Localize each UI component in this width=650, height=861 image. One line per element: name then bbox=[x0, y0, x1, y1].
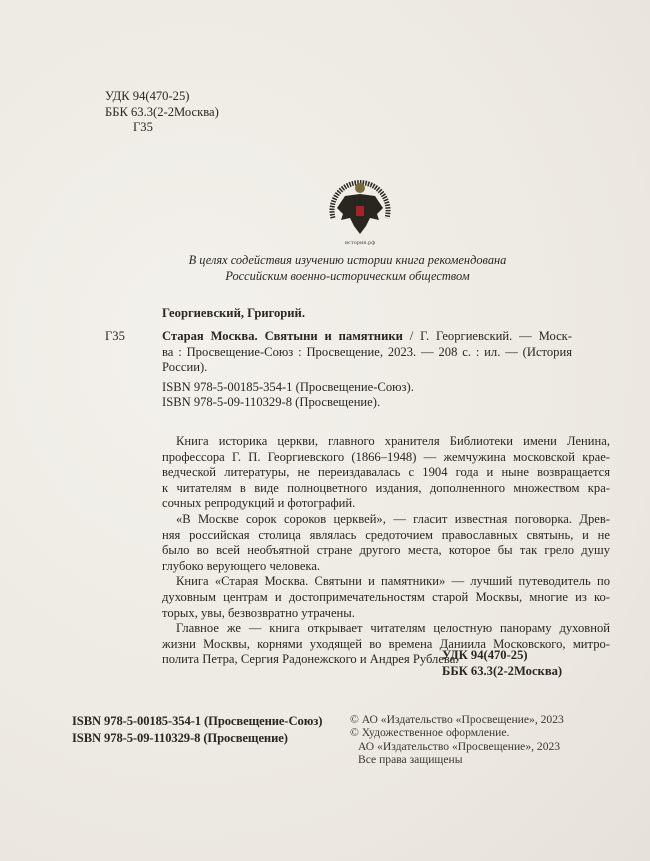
annotation-line: полита Петра, Сергия Радонежского и Андрея Рублева. bbox=[162, 652, 459, 667]
double-headed-eagle-icon bbox=[323, 174, 397, 248]
annotation-line: глубоко верующего человека. bbox=[162, 558, 321, 573]
logo-site-text: история.рф bbox=[344, 240, 376, 246]
book-title: Старая Москва. Святыни и памятники bbox=[162, 329, 403, 343]
rvio-logo bbox=[323, 174, 397, 248]
annotation-line: жизни Москвы, корнями уходящей во времена Даниила Московского, митро- bbox=[162, 636, 610, 651]
bottom-classification-codes bbox=[442, 648, 562, 679]
copyright-line: © Художественное оформление. bbox=[350, 726, 510, 740]
annotation-line: няя российская столица являлась средоточием православных святынь, и не bbox=[162, 527, 610, 542]
annotation-line: торых, увы, безвозвратно утрачены. bbox=[162, 605, 355, 620]
annotation-line: профессора Г. П. Георгиевского (1866–1948) — жемчужина московской крае- bbox=[162, 449, 610, 464]
bottom-isbn bbox=[72, 713, 322, 747]
catalog-isbn: ISBN 978-5-09-110329-8 (Просвещение). bbox=[162, 395, 381, 410]
annotation-line: Книга «Старая Москва. Святыни и памятники» — лучший путеводитель по bbox=[176, 574, 610, 589]
annotation-line: к читателям в виде полноцветного издания, дополненного множеством кра- bbox=[162, 480, 610, 495]
annotation-line: сочных репродукций и фотографий. bbox=[162, 496, 356, 511]
bbk-code: ББК 63.3(2-2Москва) bbox=[105, 104, 219, 119]
copyright-line: © АО «Издательство «Просвещение», 2023 bbox=[350, 713, 564, 726]
catalog-record bbox=[162, 329, 572, 411]
udk-code: УДК 94(470-25) bbox=[105, 89, 190, 103]
catalog-author: Георгиевский, Григорий. bbox=[162, 306, 305, 320]
top-classification-codes bbox=[105, 89, 219, 136]
annotation bbox=[162, 434, 610, 668]
recommendation-note bbox=[150, 253, 545, 284]
copyright-line: Все права защищены bbox=[358, 753, 463, 767]
recommendation-line: Российским военно-историческим обществом bbox=[225, 268, 470, 283]
recommendation-line: В целях содействия изучению истории книга рекомендована bbox=[188, 253, 507, 267]
bbk-code: ББК 63.3(2-2Москва) bbox=[442, 663, 563, 678]
udk-code: УДК 94(470-25) bbox=[442, 648, 528, 662]
title-responsibility: / Г. Георгиевский. — Моск- bbox=[402, 329, 572, 343]
annotation-line: ведческой литературы, не переиздавалась с 1904 года и ныне возвращается bbox=[162, 465, 610, 480]
annotation-line: Главное же — книга открывает читателям целостную панораму духовной bbox=[176, 621, 610, 636]
annotation-line: было во всей необъятной стране другого места, которое бы так грело душу bbox=[162, 543, 610, 558]
catalog-line: России). bbox=[162, 360, 208, 375]
annotation-line: духовным центрам и достопримечательностям старой Москвы, многие из ко- bbox=[162, 589, 610, 604]
catalog-mark: Г35 bbox=[105, 329, 125, 343]
annotation-line: «В Москве сорок сороков церквей», — гласит известная поговорка. Древ- bbox=[176, 511, 610, 526]
isbn-line: ISBN 978-5-09-110329-8 (Просвещение) bbox=[72, 731, 288, 745]
annotation-line: Книга историка церкви, главного хранителя Библиотеки имени Ленина, bbox=[176, 434, 610, 448]
catalog-isbn: ISBN 978-5-00185-354-1 (Просвещение-Союз). bbox=[162, 379, 414, 394]
copyright-line: АО «Издательство «Просвещение», 2023 bbox=[358, 739, 561, 753]
copyright-block bbox=[350, 713, 564, 767]
catalog-line: ва : Просвещение-Союз : Просвещение, 2023. — 208 с. : ил. — (История bbox=[162, 344, 572, 359]
author-mark: Г35 bbox=[133, 120, 153, 135]
isbn-line: ISBN 978-5-00185-354-1 (Просвещение-Союз) bbox=[72, 714, 323, 728]
